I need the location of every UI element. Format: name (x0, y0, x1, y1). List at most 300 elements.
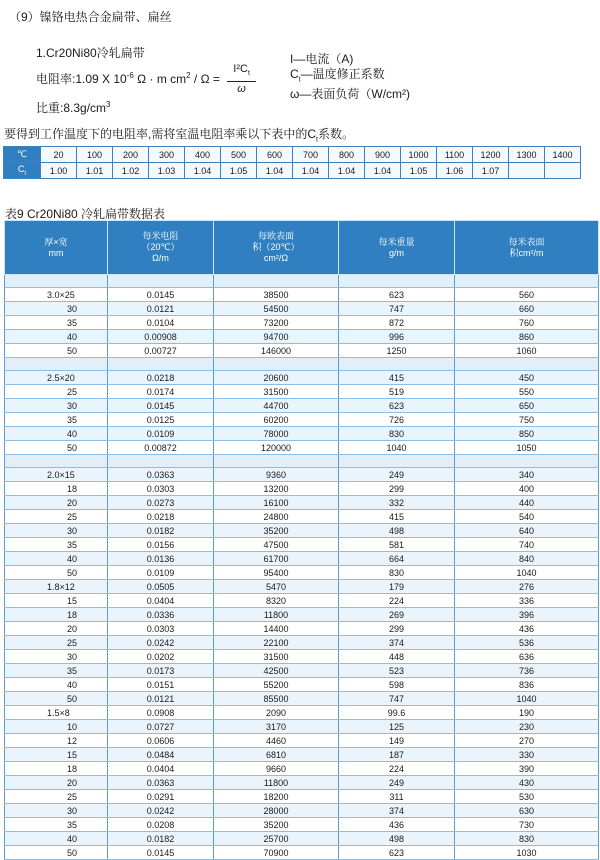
surface-per-meter-cell (455, 455, 599, 468)
size-cell: 20 (5, 622, 108, 636)
surface-per-ohm-cell: 11800 (214, 608, 339, 622)
resistance-cell: 0.0145 (108, 288, 214, 302)
weight-cell: 830 (339, 427, 455, 441)
column-header (214, 221, 339, 275)
weight-cell: 1040 (339, 441, 455, 455)
size-cell: 1.8×12 (5, 580, 108, 594)
size-cell: 10 (5, 720, 108, 734)
legend-ct: C (290, 67, 299, 81)
surface-per-meter-cell: 550 (455, 385, 599, 399)
weight-cell: 581 (339, 538, 455, 552)
weight-cell (339, 358, 455, 371)
table-row (5, 441, 599, 455)
coef-temp-cell: 100 (77, 147, 113, 163)
resistance-cell: 0.0242 (108, 636, 214, 650)
surface-per-meter-cell: 860 (455, 330, 599, 344)
density-line (36, 97, 256, 116)
table-row (5, 510, 599, 524)
table-row (5, 316, 599, 330)
surface-per-ohm-cell: 70900 (214, 846, 339, 860)
resistance-cell (108, 358, 214, 371)
resistance-cell: 0.0136 (108, 552, 214, 566)
surface-per-meter-cell (455, 275, 599, 288)
surface-per-ohm-cell: 95400 (214, 566, 339, 580)
resistance-cell: 0.0363 (108, 776, 214, 790)
surface-per-meter-cell: 630 (455, 804, 599, 818)
size-cell (5, 358, 108, 371)
size-cell: 50 (5, 692, 108, 706)
weight-cell: 498 (339, 832, 455, 846)
table-row (5, 776, 599, 790)
weight-cell: 99.6 (339, 706, 455, 720)
weight-cell: 224 (339, 594, 455, 608)
size-cell: 25 (5, 510, 108, 524)
legend-current: I—电流（A) (290, 52, 354, 66)
group-separator-row (5, 275, 599, 288)
surface-per-ohm-cell: 25700 (214, 832, 339, 846)
weight-cell: 179 (339, 580, 455, 594)
coef-value-cell: 1.05 (221, 163, 257, 179)
resistance-cell (108, 455, 214, 468)
fraction (227, 62, 256, 97)
surface-per-meter-cell: 540 (455, 510, 599, 524)
strip-data-table (4, 220, 599, 860)
resistance-cell: 0.0151 (108, 678, 214, 692)
size-cell: 50 (5, 441, 108, 455)
coef-value-cell: 1.06 (437, 163, 473, 179)
size-cell: 40 (5, 678, 108, 692)
weight-cell: 249 (339, 468, 455, 482)
surface-per-ohm-cell: 2090 (214, 706, 339, 720)
column-header-line: 每米重量 (378, 236, 415, 247)
surface-per-ohm-cell (214, 275, 339, 288)
table-body (5, 275, 599, 860)
resistance-cell: 0.0242 (108, 804, 214, 818)
table-row (5, 790, 599, 804)
surface-per-ohm-cell: 120000 (214, 441, 339, 455)
surface-per-ohm-cell: 11800 (214, 776, 339, 790)
resistivity-exp: -6 (126, 70, 134, 80)
formula-legend (290, 52, 410, 102)
weight-cell: 374 (339, 636, 455, 650)
weight-cell: 664 (339, 552, 455, 566)
surface-per-ohm-cell (214, 358, 339, 371)
coef-temp-cell: 800 (329, 147, 365, 163)
table-row (5, 580, 599, 594)
surface-per-meter-cell: 650 (455, 399, 599, 413)
surface-per-meter-cell: 436 (455, 622, 599, 636)
size-cell: 35 (5, 818, 108, 832)
coef-value-row (4, 163, 581, 179)
coef-value-cell: 1.07 (473, 163, 509, 179)
column-header-line: 每欧表面 (257, 231, 294, 241)
table-row (5, 566, 599, 580)
units-exp: 2 (186, 70, 191, 80)
surface-per-meter-cell: 750 (455, 413, 599, 427)
resistance-cell: 0.0218 (108, 510, 214, 524)
weight-cell: 125 (339, 720, 455, 734)
surface-per-ohm-cell: 146000 (214, 344, 339, 358)
resistance-cell: 0.0182 (108, 524, 214, 538)
surface-per-ohm-cell: 61700 (214, 552, 339, 566)
intro-text (4, 125, 354, 143)
density-label: 比重:8.3g/cm (36, 101, 107, 116)
weight-cell: 747 (339, 692, 455, 706)
surface-per-meter-cell: 840 (455, 552, 599, 566)
surface-per-ohm-cell: 31500 (214, 650, 339, 664)
size-cell: 30 (5, 399, 108, 413)
surface-per-ohm-cell: 18200 (214, 790, 339, 804)
surface-per-ohm-cell: 44700 (214, 399, 339, 413)
weight-cell: 830 (339, 566, 455, 580)
numerator-sub: t (247, 70, 250, 78)
surface-per-ohm-cell: 22100 (214, 636, 339, 650)
resistance-cell: 0.0303 (108, 482, 214, 496)
weight-cell: 448 (339, 650, 455, 664)
weight-cell: 415 (339, 510, 455, 524)
surface-per-ohm-cell: 14400 (214, 622, 339, 636)
resistance-cell: 0.0109 (108, 427, 214, 441)
section-title: （9）镍铬电热合金扁带、扁丝 (9, 10, 172, 24)
resistance-cell: 0.0303 (108, 622, 214, 636)
table-row (5, 664, 599, 678)
surface-per-ohm-cell: 60200 (214, 413, 339, 427)
coef-temp-cell: 600 (257, 147, 293, 163)
surface-per-ohm-cell: 94700 (214, 330, 339, 344)
weight-cell: 726 (339, 413, 455, 427)
resistance-cell (108, 275, 214, 288)
surface-per-meter-cell: 1040 (455, 692, 599, 706)
surface-per-meter-cell: 230 (455, 720, 599, 734)
group-separator-row (5, 455, 599, 468)
coef-temp-row (4, 147, 581, 163)
table-row (5, 846, 599, 860)
density-exp: 3 (106, 100, 111, 110)
coef-header-text: C (17, 164, 25, 175)
column-header-line: 每米电阻 (142, 231, 179, 241)
surface-per-ohm-cell: 4460 (214, 734, 339, 748)
resistance-cell: 0.0145 (108, 399, 214, 413)
surface-per-meter-cell (455, 358, 599, 371)
weight-cell: 299 (339, 482, 455, 496)
resistance-cell: 0.0145 (108, 846, 214, 860)
column-header-line: （20℃） (141, 242, 180, 252)
resistance-cell: 0.0121 (108, 302, 214, 316)
surface-per-meter-cell: 1030 (455, 846, 599, 860)
surface-per-ohm-cell: 73200 (214, 316, 339, 330)
surface-per-ohm-cell: 38500 (214, 288, 339, 302)
coef-value-cell: 1.01 (77, 163, 113, 179)
column-header-line: 积cm²/m (509, 247, 544, 258)
surface-per-meter-cell: 340 (455, 468, 599, 482)
surface-per-ohm-cell: 55200 (214, 678, 339, 692)
column-header (455, 221, 599, 275)
table-row (5, 636, 599, 650)
surface-per-meter-cell: 640 (455, 524, 599, 538)
coef-temp-cell: 900 (365, 147, 401, 163)
surface-per-meter-cell: 760 (455, 316, 599, 330)
surface-per-ohm-cell: 35200 (214, 818, 339, 832)
coef-temp-cell: 700 (293, 147, 329, 163)
size-cell: 18 (5, 762, 108, 776)
surface-per-ohm-cell: 85500 (214, 692, 339, 706)
surface-per-meter-cell: 560 (455, 288, 599, 302)
coef-temp-cell: 1400 (545, 147, 581, 163)
surface-per-meter-cell: 530 (455, 790, 599, 804)
surface-per-meter-cell: 636 (455, 650, 599, 664)
legend-temp-coef (290, 67, 410, 87)
weight-cell: 747 (339, 302, 455, 316)
surface-per-ohm-cell: 8320 (214, 594, 339, 608)
size-cell: 40 (5, 552, 108, 566)
resistance-cell: 0.0109 (108, 566, 214, 580)
resistivity-formula (36, 62, 256, 97)
size-cell: 18 (5, 482, 108, 496)
weight-cell: 623 (339, 288, 455, 302)
coef-value-cell: 1.04 (329, 163, 365, 179)
table-row (5, 538, 599, 552)
size-cell: 20 (5, 496, 108, 510)
size-cell: 1.5×8 (5, 706, 108, 720)
coef-temp-cell: 500 (221, 147, 257, 163)
coef-temp-cell: 200 (113, 147, 149, 163)
surface-per-ohm-cell: 9660 (214, 762, 339, 776)
resistance-cell: 0.0505 (108, 580, 214, 594)
coef-header-sub: t (24, 170, 27, 177)
surface-per-meter-cell: 830 (455, 832, 599, 846)
surface-per-meter-cell: 1050 (455, 441, 599, 455)
size-cell: 50 (5, 344, 108, 358)
surface-per-ohm-cell: 47500 (214, 538, 339, 552)
resistance-cell: 0.0908 (108, 706, 214, 720)
table-row (5, 385, 599, 399)
table-row (5, 706, 599, 720)
size-cell: 35 (5, 413, 108, 427)
resistance-cell: 0.0104 (108, 316, 214, 330)
weight-cell: 872 (339, 316, 455, 330)
temperature-coefficient-table (3, 146, 581, 179)
weight-cell: 996 (339, 330, 455, 344)
column-header-line: Ω/m (152, 253, 169, 263)
table-row (5, 482, 599, 496)
intro-sub: t (316, 136, 318, 144)
table-row (5, 762, 599, 776)
weight-cell: 187 (339, 748, 455, 762)
size-cell: 50 (5, 566, 108, 580)
coef-temp-cell: 1100 (437, 147, 473, 163)
surface-per-meter-cell: 276 (455, 580, 599, 594)
weight-cell: 523 (339, 664, 455, 678)
table-row (5, 399, 599, 413)
surface-per-ohm-cell: 54500 (214, 302, 339, 316)
surface-per-ohm-cell: 78000 (214, 427, 339, 441)
surface-per-meter-cell: 396 (455, 608, 599, 622)
surface-per-meter-cell: 270 (455, 734, 599, 748)
size-cell: 30 (5, 804, 108, 818)
weight-cell: 332 (339, 496, 455, 510)
table-row (5, 371, 599, 385)
size-cell: 25 (5, 636, 108, 650)
units-tail: / Ω = (190, 71, 220, 86)
coef-header-cell (4, 163, 41, 179)
size-cell: 40 (5, 330, 108, 344)
surface-per-meter-cell: 330 (455, 748, 599, 762)
table-row (5, 720, 599, 734)
size-cell: 30 (5, 650, 108, 664)
weight-cell (339, 455, 455, 468)
fraction-denominator: ω (237, 83, 246, 96)
surface-per-ohm-cell: 28000 (214, 804, 339, 818)
coef-value-cell: 1.05 (401, 163, 437, 179)
weight-cell: 1250 (339, 344, 455, 358)
column-header-line: 积（20℃） (252, 242, 300, 252)
weight-cell: 269 (339, 608, 455, 622)
resistance-cell: 0.00727 (108, 344, 214, 358)
surface-per-meter-cell: 1060 (455, 344, 599, 358)
resistivity-units: Ω · m cm (133, 71, 187, 86)
column-header (5, 221, 108, 275)
table-row (5, 622, 599, 636)
resistivity-label: 电阻率:1.09 X 10 (36, 71, 127, 86)
table9-title: 表9 Cr20Ni80 冷轧扁带数据表 (5, 207, 166, 221)
size-cell: 50 (5, 846, 108, 860)
table-header-row (5, 221, 599, 275)
weight-cell: 249 (339, 776, 455, 790)
coef-value-cell: 1.04 (365, 163, 401, 179)
table-row (5, 748, 599, 762)
weight-cell: 415 (339, 371, 455, 385)
table-row (5, 818, 599, 832)
surface-per-meter-cell: 400 (455, 482, 599, 496)
size-cell: 30 (5, 524, 108, 538)
numerator-text: I²C (233, 63, 248, 75)
table-row (5, 678, 599, 692)
resistance-cell: 0.0174 (108, 385, 214, 399)
weight-cell: 149 (339, 734, 455, 748)
surface-per-meter-cell: 190 (455, 706, 599, 720)
coef-value-cell (509, 163, 545, 179)
size-cell: 35 (5, 664, 108, 678)
resistance-cell: 0.0121 (108, 692, 214, 706)
surface-per-ohm-cell: 20600 (214, 371, 339, 385)
surface-per-meter-cell: 440 (455, 496, 599, 510)
coef-value-cell: 1.04 (257, 163, 293, 179)
coef-temp-cell: 1200 (473, 147, 509, 163)
coef-value-cell: 1.04 (293, 163, 329, 179)
resistance-cell: 0.0336 (108, 608, 214, 622)
size-cell: 12 (5, 734, 108, 748)
resistance-cell: 0.0484 (108, 748, 214, 762)
coef-temp-cell: 1000 (401, 147, 437, 163)
surface-per-meter-cell: 430 (455, 776, 599, 790)
surface-per-meter-cell: 730 (455, 818, 599, 832)
table-row (5, 427, 599, 441)
size-cell: 18 (5, 608, 108, 622)
weight-cell: 623 (339, 846, 455, 860)
size-cell: 15 (5, 594, 108, 608)
table-row (5, 552, 599, 566)
surface-per-meter-cell: 536 (455, 636, 599, 650)
resistance-cell: 0.0273 (108, 496, 214, 510)
weight-cell: 436 (339, 818, 455, 832)
column-header (108, 221, 214, 275)
table-row (5, 608, 599, 622)
surface-per-meter-cell: 1040 (455, 566, 599, 580)
subtitle: 1.Cr20Ni80冷轧扁带 (36, 46, 145, 60)
coef-value-cell: 1.02 (113, 163, 149, 179)
coef-value-cell: 1.04 (185, 163, 221, 179)
temp-header-cell: ℃ (4, 147, 41, 163)
table-row (5, 413, 599, 427)
resistance-cell: 0.0182 (108, 832, 214, 846)
table-row (5, 302, 599, 316)
coef-value-cell: 1.03 (149, 163, 185, 179)
table-row (5, 804, 599, 818)
resistance-cell: 0.0291 (108, 790, 214, 804)
table-row (5, 344, 599, 358)
surface-per-meter-cell: 850 (455, 427, 599, 441)
size-cell: 15 (5, 748, 108, 762)
legend-ct-desc: —温度修正系数 (300, 67, 385, 81)
weight-cell: 374 (339, 804, 455, 818)
surface-per-ohm-cell: 3170 (214, 720, 339, 734)
surface-per-meter-cell: 390 (455, 762, 599, 776)
table-row (5, 692, 599, 706)
surface-per-meter-cell: 736 (455, 664, 599, 678)
size-cell: 3.0×25 (5, 288, 108, 302)
resistance-cell: 0.00908 (108, 330, 214, 344)
size-cell (5, 455, 108, 468)
intro-post: 系数。 (317, 127, 354, 141)
surface-per-meter-cell: 660 (455, 302, 599, 316)
surface-per-ohm-cell: 24800 (214, 510, 339, 524)
resistance-cell: 0.0404 (108, 594, 214, 608)
table-row (5, 832, 599, 846)
coef-temp-cell: 20 (41, 147, 77, 163)
surface-per-ohm-cell: 16100 (214, 496, 339, 510)
weight-cell: 224 (339, 762, 455, 776)
size-cell: 35 (5, 538, 108, 552)
resistance-cell: 0.0156 (108, 538, 214, 552)
resistance-cell: 0.0218 (108, 371, 214, 385)
weight-cell: 498 (339, 524, 455, 538)
resistance-cell: 0.0363 (108, 468, 214, 482)
size-cell (5, 275, 108, 288)
fraction-numerator (227, 62, 256, 82)
resistance-cell: 0.0404 (108, 762, 214, 776)
weight-cell: 623 (339, 399, 455, 413)
column-header (339, 221, 455, 275)
weight-cell: 311 (339, 790, 455, 804)
table-row (5, 496, 599, 510)
size-cell: 20 (5, 776, 108, 790)
surface-per-meter-cell: 450 (455, 371, 599, 385)
coef-temp-cell: 300 (149, 147, 185, 163)
resistance-cell: 0.0606 (108, 734, 214, 748)
resistance-cell: 0.0202 (108, 650, 214, 664)
size-cell: 25 (5, 385, 108, 399)
size-cell: 2.5×20 (5, 371, 108, 385)
surface-per-meter-cell: 740 (455, 538, 599, 552)
size-cell: 2.0×15 (5, 468, 108, 482)
surface-per-meter-cell: 336 (455, 594, 599, 608)
table-row (5, 468, 599, 482)
coef-value-cell (545, 163, 581, 179)
surface-per-ohm-cell: 13200 (214, 482, 339, 496)
column-header-line: 厚×宽 (44, 236, 68, 247)
surface-per-ohm-cell: 35200 (214, 524, 339, 538)
weight-cell: 299 (339, 622, 455, 636)
